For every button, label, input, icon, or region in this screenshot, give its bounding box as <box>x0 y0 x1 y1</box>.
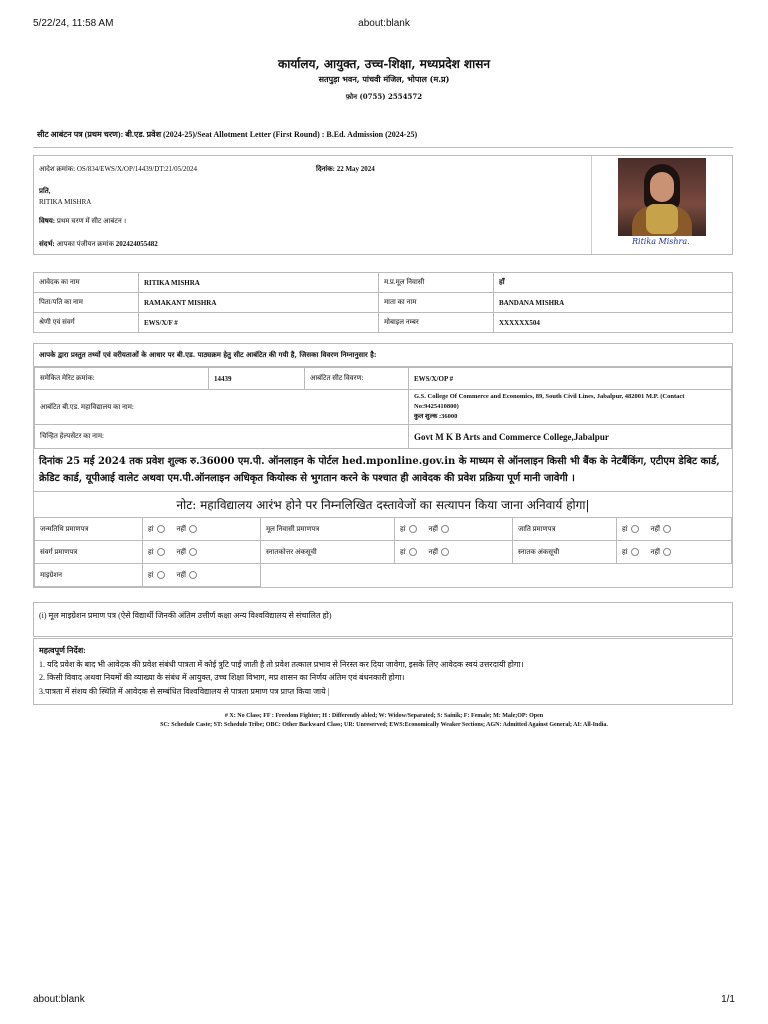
value-applicant-name: RITIKA MISHRA <box>139 273 379 293</box>
print-title: about:blank <box>358 18 410 29</box>
print-footer <box>33 994 735 1008</box>
table-row <box>35 390 732 425</box>
doc-yes-no[interactable]: हां नहीं <box>143 564 261 587</box>
order-number: आदेश क्रमांक: OS/834/EWS/X/OP/14439/DT:21/05/2024 <box>39 165 198 173</box>
print-header <box>33 18 735 32</box>
applicant-photo <box>618 158 706 236</box>
date-label: दिनांक: 22 May 2024 <box>316 165 375 173</box>
table-row <box>34 273 733 293</box>
label-merit-no: समेकित मेरिट क्रमांक: <box>35 368 209 390</box>
value-seat: EWS/X/OP # <box>409 368 732 390</box>
value-mp-resident: हाँ <box>494 273 733 293</box>
applicant-table <box>33 272 733 333</box>
doc-yes-no[interactable]: हां नहीं <box>617 541 732 564</box>
allotment-table <box>34 367 732 449</box>
legend-line-1: # X: No Class; FF : Freedom Fighter; H : Differently abled; W: Widow/Separated; S: Sainik; F: Female; M: Male;OP: Open <box>224 713 544 719</box>
value-category: EWS/X/F # <box>139 313 379 333</box>
documents-table <box>34 517 732 587</box>
label-applicant-name: आवेदक का नाम <box>34 273 139 293</box>
value-father-name: RAMAKANT MISHRA <box>139 293 379 313</box>
doc-yes-no[interactable]: हां नहीं <box>395 518 513 541</box>
print-datetime: 5/22/24, 11:58 AM <box>33 18 114 29</box>
table-row <box>35 541 732 564</box>
value-merit-no: 14439 <box>209 368 305 390</box>
instruction-item: 3.पात्रता में संशय की स्थिति में आवेदक से सम्बंधित विश्वविद्यालय से पात्रता प्रमाण पत्र प्राप्त किया जाये | <box>39 686 330 696</box>
table-row <box>35 368 732 390</box>
label-mp-resident: म.प्र.मूल निवासी <box>379 273 494 293</box>
doc-yes-no[interactable]: हां नहीं <box>617 518 732 541</box>
doc-caste-certificate: जाति प्रमाणपत्र <box>513 518 617 541</box>
value-mother-name: BANDANA MISHRA <box>494 293 733 313</box>
value-mobile: XXXXXX504 <box>494 313 733 333</box>
doc-category-certificate: संवर्ग प्रमाणपत्र <box>35 541 143 564</box>
instructions-title: महत्वपूर्ण निर्देश: <box>39 646 86 655</box>
table-row <box>35 425 732 449</box>
doc-pg-marksheet: स्नातकोत्तर अंकसूची <box>261 541 395 564</box>
doc-yes-no[interactable]: हां नहीं <box>143 541 261 564</box>
table-row <box>34 313 733 333</box>
order-block <box>33 155 733 255</box>
allotment-intro: आपके द्वारा प्रस्तुत तथ्यों एवं वरीयताओं के आधार पर बी.एड. पाठ्यक्रम हेतु सीट आबंटित की गयी है, जिसका विवरण निम्नानुसार है: <box>34 344 732 367</box>
value-college: G.S. College Of Commerce and Economics, 89, South Civil Lines, Jabalpur, 482001 M.P. (Contact No:9425410800) कुल शुल्क :36000 <box>409 390 732 425</box>
office-address: सतपुड़ा भवन, पांचवी मंजिल, भोपाल (म.प्र) <box>318 74 450 84</box>
doc-yes-no[interactable]: हां नहीं <box>395 541 513 564</box>
divider <box>33 147 733 148</box>
subject-row: विषय: प्रथम चरण में सीट आबंटन । <box>39 217 127 225</box>
label-father-name: पिता/पति का नाम <box>34 293 139 313</box>
photo-panel <box>591 156 732 254</box>
migration-note: (i) मूल माइग्रेशन प्रमाण पत्र (ऐसे विद्यार्थी जिनकी अंतिम उत्तीर्ण कक्षा अन्य विश्वविद्यालय से संचालित हो) <box>33 602 733 637</box>
letter-subject-line: सीट आबंटन पत्र (प्रथम चरण): बी.एड. प्रवेश (2024-25)/Seat Allotment Letter (First Round) : B.Ed. Admission (2024-25) <box>37 130 418 139</box>
label-college: आबंटित बी.एड. महाविद्यालय का नाम: <box>35 390 409 425</box>
recipient-name: RITIKA MISHRA <box>39 198 92 206</box>
legend-line-2: SC: Schedule Caste; ST: Schedule Tribe; OBC: Other Backward Class; UR: Unreserved; EWS:Economically Weaker Sections; AGN: Admitted Against General; AI: All-India. <box>160 722 608 728</box>
table-row <box>35 564 732 587</box>
empty-cell <box>261 564 732 587</box>
fee-notice: दिनांक 25 मई 2024 तक प्रवेश शुल्क रु.36000 एम.पी. ऑनलाइन के पोर्टल hed.mponline.gov.in के माध्यम से ऑनलाइन किसी भी बैंक के नेटबैंकिंग, एटीएम डेबिट कार्ड, क्रेडिट कार्ड, यूपीआई वालेट अथवा एम.पी.ऑनलाइन अधिकृत कियोस्क से भुगतान करने के पश्चात ही आवेदक की प्रवेश प्रक्रिया पूर्ण मानी जावेगी । <box>39 456 720 484</box>
applicant-signature: Ritika Mishra. <box>632 237 690 246</box>
office-title: कार्यालय, आयुक्त, उच्च-शिक्षा, मध्यप्रदेश शासन <box>278 57 490 71</box>
table-row <box>35 518 732 541</box>
label-mother-name: माता का नाम <box>379 293 494 313</box>
doc-ug-marksheet: स्नातक अंकसूची <box>513 541 617 564</box>
verification-note: नोट: महाविद्यालय आरंभ होने पर निम्नलिखित दस्तावेजों का सत्यापन किया जाना अनिवार्य होगा| <box>34 491 732 517</box>
reference-row: संदर्भ: आपका पंजीयन क्रमांक 202424055482 <box>39 240 158 248</box>
instruction-item: 2. किसी विवाद अथवा नियमों की व्याख्या के संबंध में आयुक्त, उच्च शिक्षा विभाग, मप्र शासन का निर्णय अंतिम एवं बंधनकारी होगा। <box>39 673 405 682</box>
office-phone: फ़ोन (0755) 2554572 <box>345 92 423 101</box>
value-help-center: Govt M K B Arts and Commerce College,Jabalpur <box>409 425 732 449</box>
doc-migration: माइग्रेशन <box>35 564 143 587</box>
label-seat: आबंटित सीट विवरण: <box>305 368 409 390</box>
doc-birth-certificate: जन्मतिथि प्रमाणपत्र <box>35 518 143 541</box>
instruction-item: 1. यदि प्रवेश के बाद भी आवेदक की प्रवेश संबंधी पात्रता में कोई त्रुटि पाई जाती है तो प्रवेश तत्काल प्रभाव से निरस्त कर दिया जावेगा, इसके लिए आवेदक स्वयं उत्तरदायी होगा। <box>39 659 524 669</box>
table-row <box>34 293 733 313</box>
print-footer-url: about:blank <box>33 994 85 1005</box>
doc-domicile-certificate: मूल निवासी प्रमाणपत्र <box>261 518 395 541</box>
to-label: प्रति, <box>39 187 51 195</box>
label-mobile: मोबाइल नम्बर <box>379 313 494 333</box>
allotment-section <box>33 343 733 588</box>
instructions <box>33 638 733 705</box>
print-page-number: 1/1 <box>721 994 735 1005</box>
doc-yes-no[interactable]: हां नहीं <box>143 518 261 541</box>
label-category: श्रेणी एवं संवर्ग <box>34 313 139 333</box>
label-help-center: चिन्हित हेल्पसेंटर का नाम: <box>35 425 409 449</box>
